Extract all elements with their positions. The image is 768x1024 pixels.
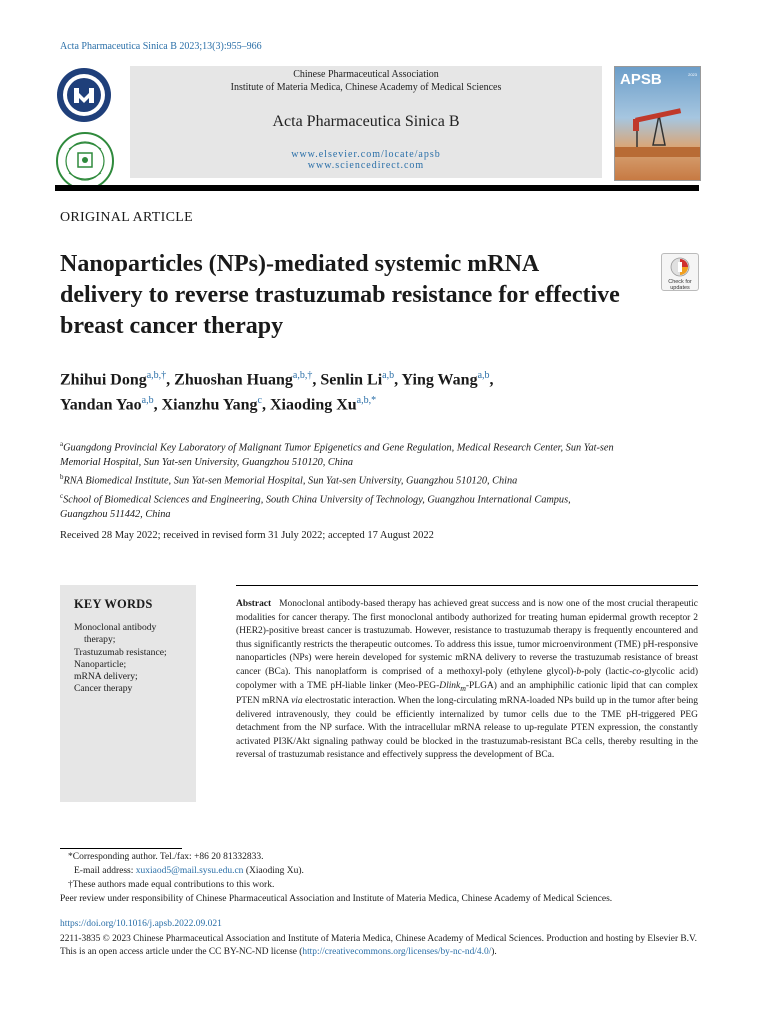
cpa-logo-icon <box>55 66 113 124</box>
journal-url-elsevier[interactable]: www.elsevier.com/locate/apsb <box>291 149 441 160</box>
peer-review-note: Peer review under responsibility of Chinese Pharmaceutical Association and Institute of Materia Medica, Chinese Academy of Medical Sciences. <box>60 894 613 904</box>
affiliation-a: $^a$Guangdong Provincial Key Laboratory of Malignant Tumor Epigenetics and Gene Regulation, Medical Research Center, Sun Yat-sen Memorial Hospital, Sun Yat-sen University, Guangzhou 510120, China <box>60 440 614 468</box>
affiliation-b: $^b$RNA Biomedical Institute, Sun Yat-sen Memorial Hospital, Sun Yat-sen University, Guangzhou 510120, China <box>60 473 518 487</box>
imm-seal-icon <box>55 131 115 191</box>
license-link[interactable]: http://creativecommons.org/licenses/by-nc-nd/4.0/ <box>302 947 492 957</box>
check-for-updates-label: Check for updates <box>668 279 692 291</box>
keyword-item: mRNA delivery; <box>74 671 138 683</box>
author-affiliation-marks: a,b,* <box>356 395 377 407</box>
author-affiliation-marks: a,b <box>477 370 490 381</box>
abstract-label: Abstract <box>236 599 272 609</box>
author-affiliation-marks: c <box>257 395 262 407</box>
journal-header <box>130 66 602 178</box>
author-separator: , <box>166 371 175 389</box>
author-separator: , <box>153 396 162 414</box>
author-separator: , <box>261 396 270 414</box>
footnote-rule <box>60 848 182 849</box>
author-name[interactable]: Zhihui Dong <box>60 371 147 389</box>
email-note: E-mail address: xuxiaod5@mail.sysu.edu.cn (Xiaoding Xu). <box>74 866 304 876</box>
author-name[interactable]: Xiaoding Xu <box>269 396 357 414</box>
oil-pump-icon <box>615 97 700 157</box>
affiliation-c: $^c$School of Biomedical Sciences and Engineering, South China University of Technology, Guangzhou International Campus, Guangzhou 511442, China <box>60 492 571 521</box>
author-name[interactable]: Yandan Yao <box>60 396 142 414</box>
author-name[interactable]: Xianzhu Yang <box>161 396 258 414</box>
author-name[interactable]: Senlin Li <box>320 371 383 389</box>
author-name[interactable]: Ying Wang <box>401 371 478 389</box>
header-divider <box>55 185 699 191</box>
equal-contribution-note: †These authors made equal contributions to this work. <box>68 880 275 890</box>
author-email-link[interactable]: xuxiaod5@mail.sysu.edu.cn <box>135 866 244 876</box>
license-note: 2211-3835 © 2023 Chinese Pharmaceutical Association and Institute of Materia Medica, Chinese Academy of Medical Sciences. Production and hosting by Elsevier B.V. This is an open access article under the CC BY-NC-ND license (http://creativecommons.org/licenses/by-nc-nd/4.0/). <box>60 934 697 957</box>
institute-name: Institute of Materia Medica, Chinese Academy of Medical Sciences <box>230 82 502 93</box>
author-name[interactable]: Zhuoshan Huang <box>174 371 293 389</box>
check-for-updates-badge[interactable] <box>661 253 699 291</box>
author-separator: , <box>394 371 402 389</box>
abstract-rule <box>236 585 698 586</box>
author-separator: , <box>489 371 494 389</box>
keywords-box <box>60 585 196 802</box>
doi-link[interactable]: https://doi.org/10.1016/j.apsb.2022.09.021 <box>60 919 222 929</box>
keywords-list <box>74 622 196 696</box>
article-title: Nanoparticles (NPs)-mediated systemic mRNA delivery to reverse trastuzumab resistance for effective breast cancer therapy <box>60 251 620 339</box>
author-affiliation-marks: a,b,† <box>146 370 167 381</box>
affiliations <box>60 437 620 523</box>
crossmark-icon <box>670 257 690 277</box>
cover-year: 2023 <box>688 72 697 77</box>
author-affiliation-marks: a,b <box>141 395 154 407</box>
society-name: Chinese Pharmaceutical Association <box>293 69 439 80</box>
abstract: Abstract Monoclonal antibody-based therapy has achieved great success and is now one of the most crucial therapeutic modalities for cancer therapy. The first monoclonal antibody authorized for treating human epidermal growth receptor 2 (HER2)-positive breast cancer is trastuzumab. However, resistance to trastuzumab therapy is frequently encountered and thus significantly restricts the therapeutic outcomes. To address this issue, tumor microenvironment (TME) pH-responsive nanoparticles (NPs) were herein developed for systemic mRNA delivery to reverse the trastuzumab resistance of breast cancer (BCa). This nanoplatform is comprised of a methoxyl-poly (ethylene glycol)-b-poly (lactic-co-glycolic acid) copolymer with a TME pH-liable linker (Meo-PEG-Dlink$_m$-PLGA) and an amphiphilic cationic lipid that can complex PTEN mRNA via electrostatic interaction. When the long-circulating mRNA-loaded NPs build up in the tumor after being delivered intravenously, they could be efficiently internalized by tumor cells due to the TME pH-triggered PEG detachment from the NP surface. With the intracellular mRNA release to up-regulate PTEN expression, the constantly activated PI3K/Akt signaling pathway could be blocked in the trastuzumab-resistant BCa cells, thereby resulting in the reversal of trastuzumab resistance and effectively suppress the development of BCa. <box>236 599 698 761</box>
author-affiliation-marks: a,b,† <box>292 370 313 381</box>
logo-column <box>55 66 115 196</box>
received-dates: Received 28 May 2022; received in revised form 31 July 2022; accepted 17 August 2022 <box>60 530 434 541</box>
article-type: ORIGINAL ARTICLE <box>60 210 193 225</box>
author-affiliation-marks: a,b <box>382 370 395 381</box>
author-separator: , <box>312 371 321 389</box>
journal-cover[interactable] <box>614 66 701 181</box>
keyword-item: Cancer therapy <box>74 683 133 695</box>
cover-title: APSB <box>620 71 662 88</box>
author-list <box>60 365 680 416</box>
keyword-item: Monoclonal antibody <box>74 622 157 633</box>
journal-citation[interactable]: Acta Pharmaceutica Sinica B 2023;13(3):955–966 <box>60 41 262 52</box>
journal-name: Acta Pharmaceutica Sinica B <box>272 113 460 130</box>
journal-url-sciencedirect[interactable]: www.sciencedirect.com <box>307 160 425 171</box>
keyword-item: Trastuzumab resistance; <box>74 646 167 658</box>
keyword-item: therapy; <box>84 634 116 646</box>
keywords-heading: KEY WORDS <box>74 597 153 611</box>
keyword-item: Nanoparticle; <box>74 658 127 670</box>
corresponding-author-note: *Corresponding author. Tel./fax: +86 20 81332833. <box>68 852 264 862</box>
